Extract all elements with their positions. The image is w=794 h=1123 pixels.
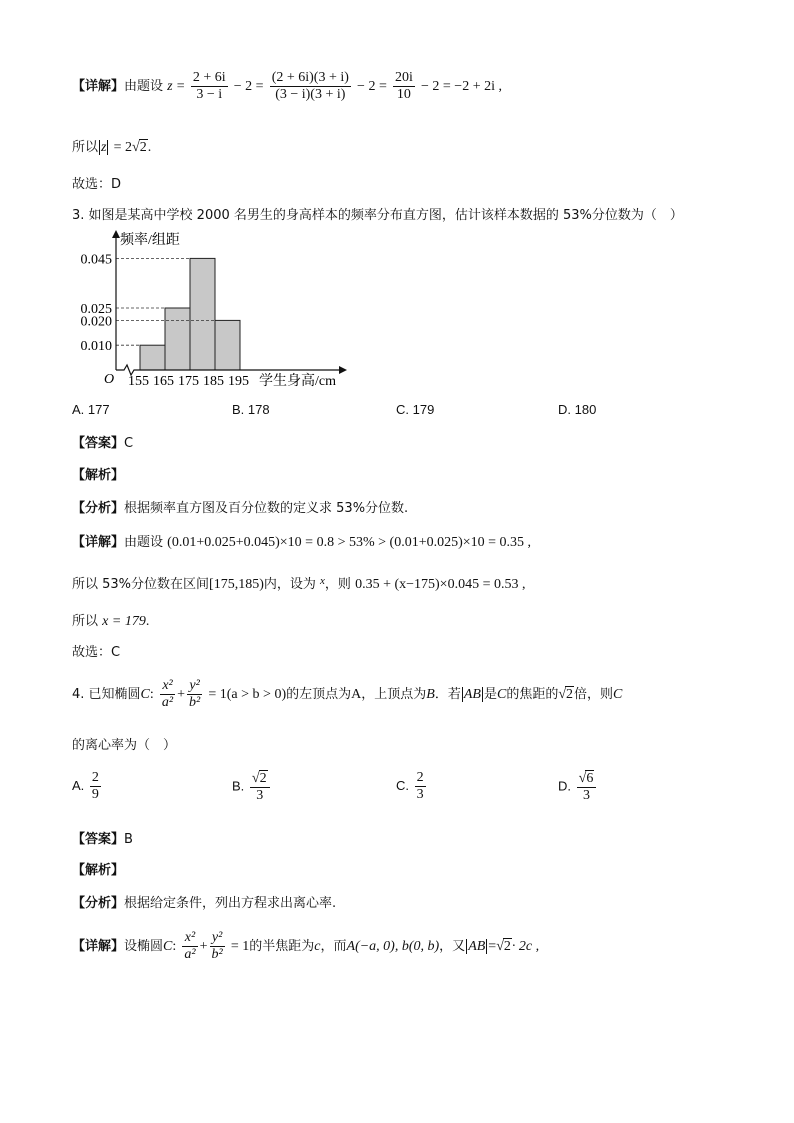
fraction: $\frac{20i}{10}$ [394,70,413,102]
x-axis-label: 学生身高/cm [259,374,336,389]
y-tick-label: 0.020 [80,314,112,330]
analysis-line: 【分析】根据给定条件，列出方程求出离心率. [72,896,337,911]
fraction: $\frac{(2 + 6i)(3 + i)}{(3 - i)(3 + i)}$ [271,70,349,102]
x-tick-label: 175 [178,374,199,389]
detail-label: 【详解】 [72,79,125,94]
option-a: A. $\frac{2}{9}$ [72,770,99,802]
analysis-line: 【分析】根据频率直方图及百分位数的定义求 53%分位数. [72,501,409,516]
x-tick-label: 155 [128,374,149,389]
fraction: $\frac{2 + 6i}{3 - i}$ [192,70,226,102]
histogram-bar [165,308,190,370]
x-axis-arrow [339,366,347,374]
option-c: C. 179 [396,402,435,417]
detail-line-3: 【详解】由题设 (0.01+0.025+0.045)×10 = 0.8 > 53% > (0.01+0.025)×10 = 0.35 , [72,535,532,550]
option-a: A. 177 [72,402,110,417]
question-4-stem: 4. 已知椭圆C: $\frac{\text{x²}}{\text{a²}}$ + $\frac{\text{y²}}{\text{b²}}$ = 1(a > b > 0)的左顶点为A，上顶点为B．若 AB 是C的焦距的√2倍，则C [72,678,623,710]
answer-choice-line: 故选：C [72,645,121,660]
histogram-bar [190,258,215,370]
option-d: D. 180 [558,402,597,417]
histogram-bar [215,320,240,370]
origin-label: O [104,372,115,387]
question-3-stem: 3. 如图是某高中学校 2000 名男生的身高样本的频率分布直方图，估计该样本数据的 53%分位数为（ ） [72,208,683,223]
detail-line-6: 【详解】设椭圆C: $\frac{\text{x²}}{\text{a²}}$ + $\frac{\text{y²}}{\text{b²}}$ = 1的半焦距为c，而A(−a, 0), b(0, b)，又 AB =√2· 2c , [72,930,540,962]
y-axis-arrow [112,230,120,238]
answer-line: 【答案】C [72,436,134,451]
y-axis-label: 频率/组距 [120,233,180,248]
frequency-histogram [68,228,368,393]
option-b: B. 178 [232,402,270,417]
x-tick-label: 185 [203,374,224,389]
detail-line-2: 所以 z = 2√2. [72,140,152,155]
answer-choice-line: 故选：D [72,177,122,192]
detail-line-1: 【详解】由题设 z = $\frac{2 + 6i}{3 - i}$ − 2 = $\frac{(2 + 6i)(3 + i)}{(3 - i)(3 + i)}$ − 2 = $\frac{20i}{10}$ − 2 = −2 + 2i , [72,70,502,102]
answer-line: 【答案】B [72,832,133,847]
histogram-bar [140,345,165,370]
question-4-stem-line-2: 的离心率为（ ） [72,738,177,753]
detail-line-5: 所以 x = 179. [72,614,150,629]
analysis-label: 【解析】 [72,468,125,483]
x-tick-label: 165 [153,374,174,389]
x-tick-label: 195 [228,374,249,389]
option-b: B. $\frac{√2}{3}$ [232,770,272,804]
y-tick-label: 0.025 [80,302,112,317]
option-c: C. $\frac{2}{3}$ [396,770,424,802]
y-tick-label: 0.045 [80,252,112,268]
option-d: D. $\frac{√6}{3}$ [558,770,598,804]
detail-line-4: 所以 53%分位数在区间[175,185)内，设为 $^x$，则 0.35 + (x−175)×0.045 = 0.53 , [72,575,526,592]
y-tick-label: 0.010 [80,339,112,355]
analysis-label: 【解析】 [72,863,125,878]
